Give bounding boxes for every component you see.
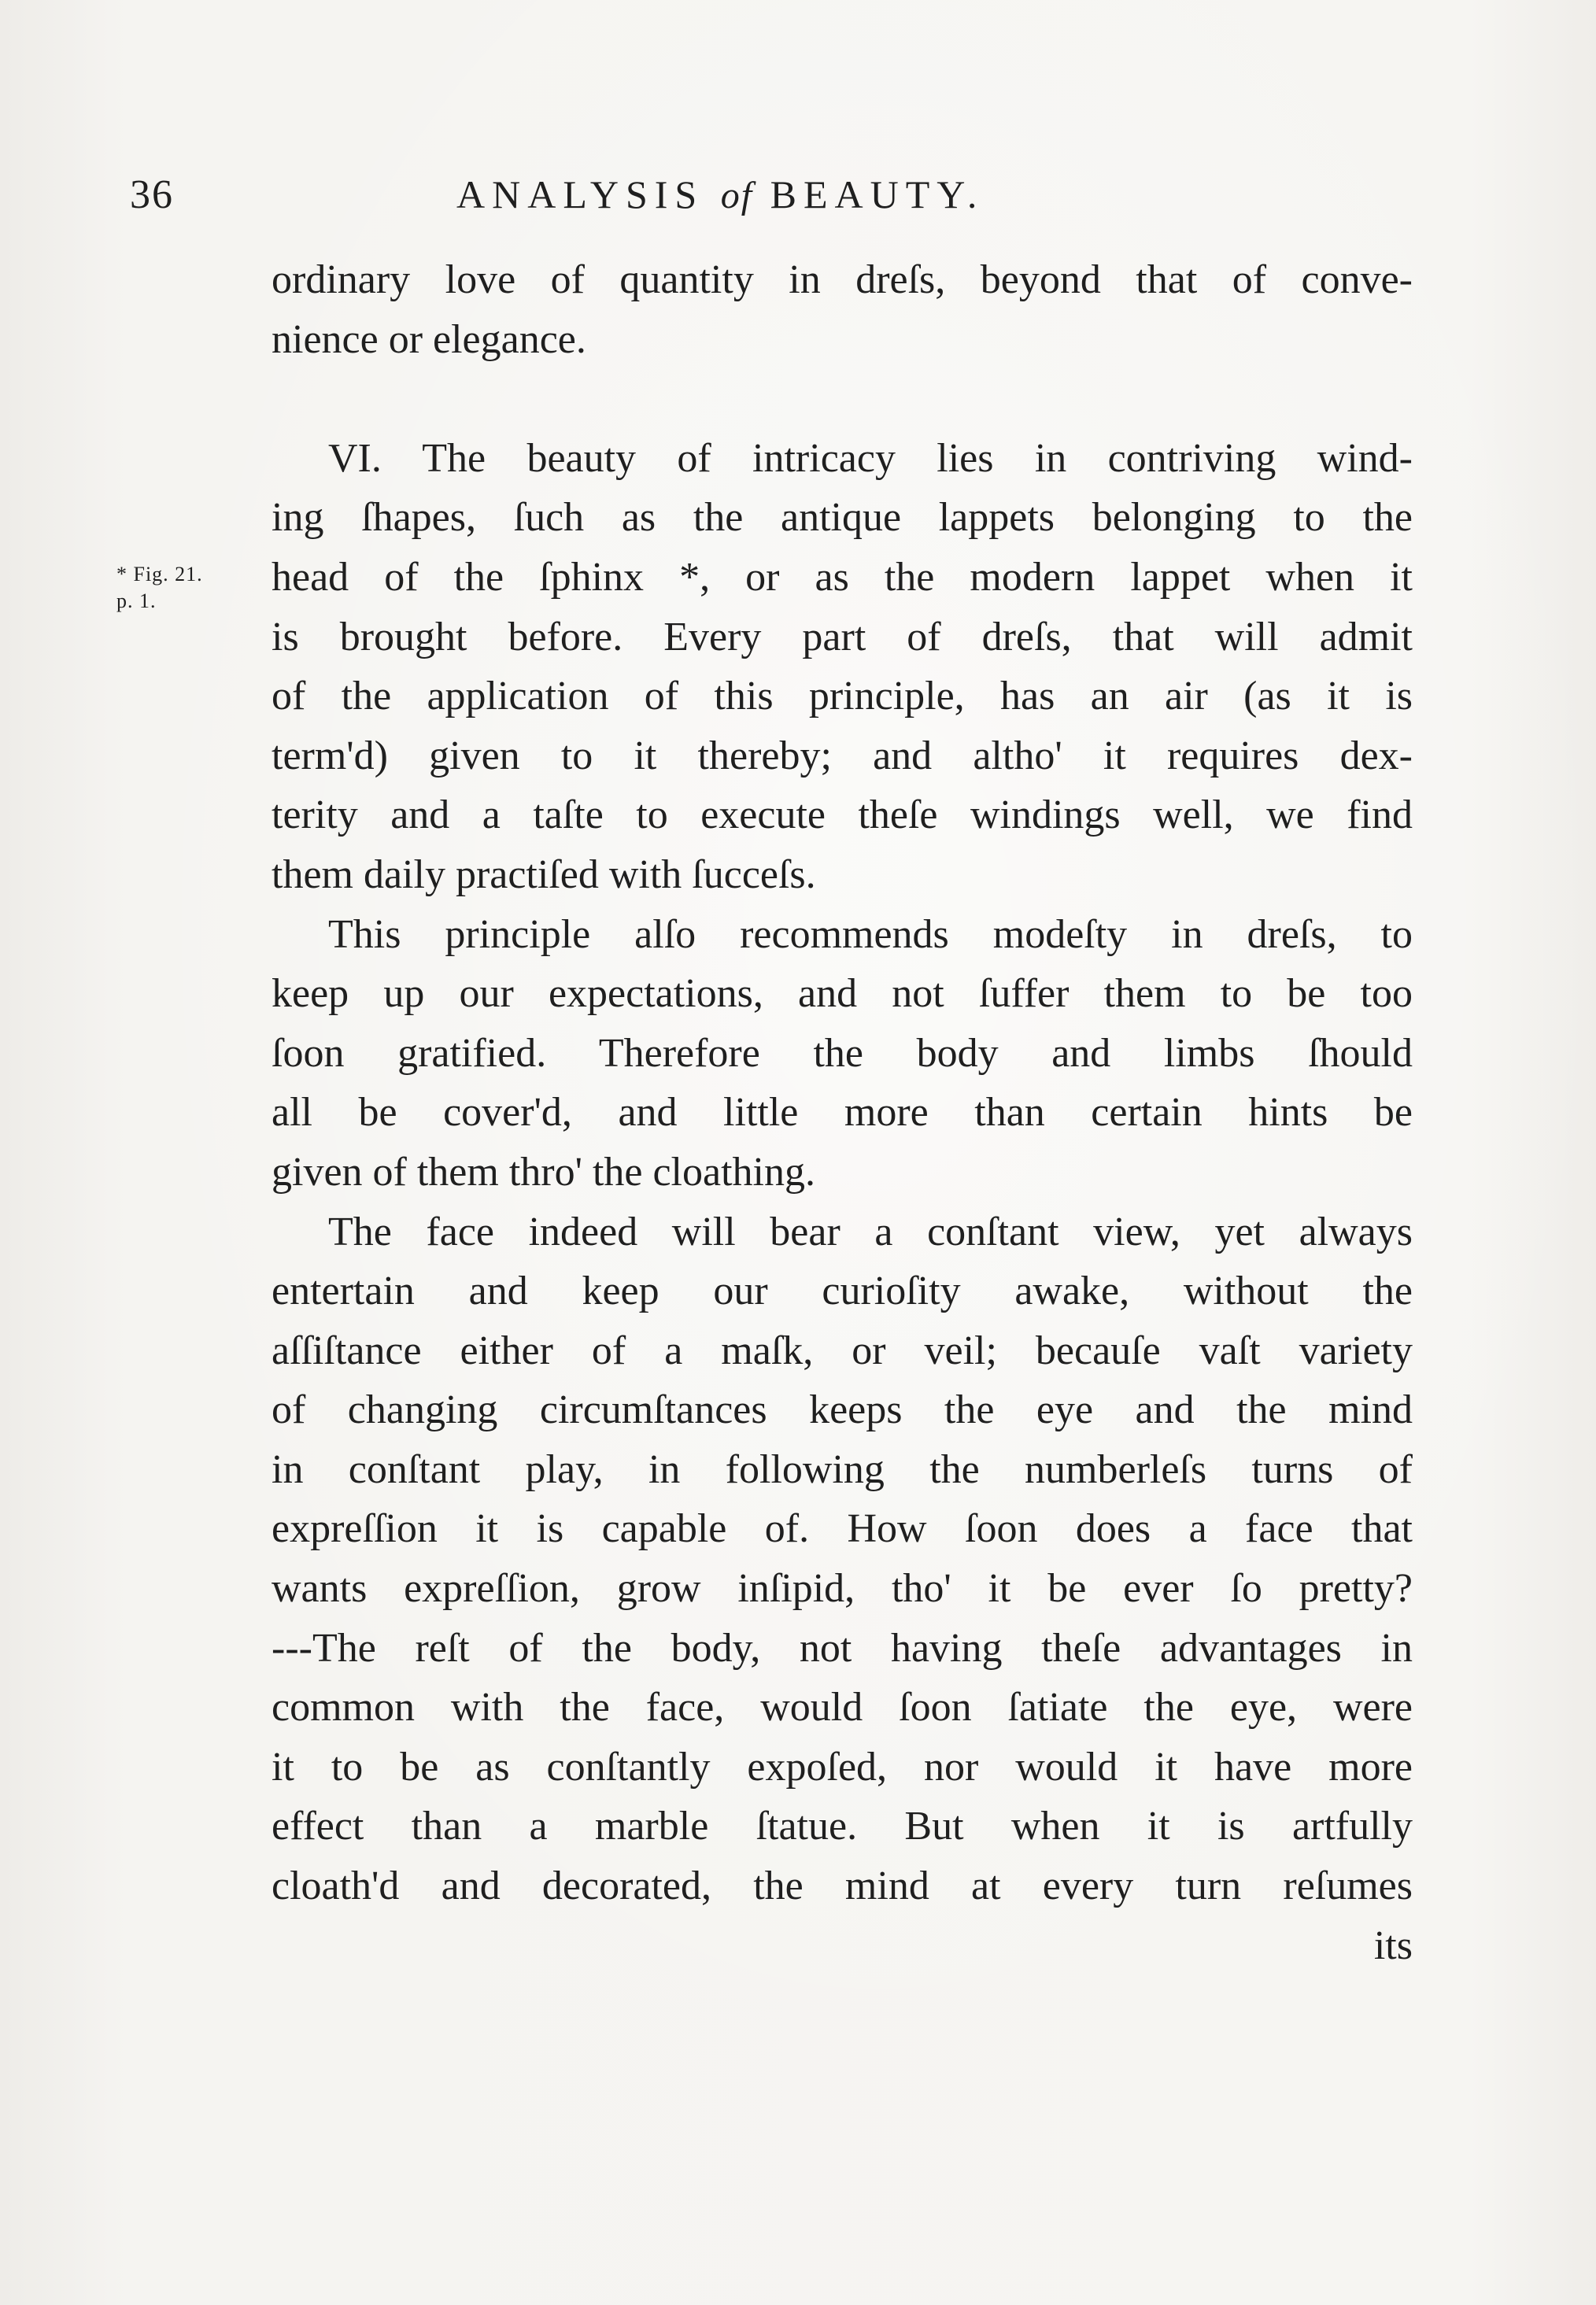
text-line: wants expreſſion, grow inſipid, tho' it be ever ſo pretty? (272, 1566, 1413, 1612)
running-title-part2: BEAUTY. (753, 172, 985, 216)
text-line: ---The reſt of the body, not having theſe advantages in (272, 1625, 1413, 1671)
text-line: VI. The beauty of intricacy lies in contriving wind- (328, 435, 1413, 481)
running-head (130, 172, 1405, 227)
text-line: them daily practiſed with ſucceſs. (272, 851, 816, 897)
text-line: of changing circumſtances keeps the eye and the mind (272, 1387, 1413, 1433)
text-line: The face indeed will bear a conſtant view, yet always (328, 1209, 1413, 1254)
running-title-part1: ANALYSIS (456, 172, 721, 216)
text-line: ing ſhapes, ſuch as the antique lappets belonging to the (272, 495, 1413, 541)
margin-note (116, 561, 250, 615)
paragraph-gap (272, 369, 1413, 429)
text-line: expreſſion it is capable of. How ſoon does a face that (272, 1506, 1413, 1552)
text-line: given of them thro' the cloathing. (272, 1149, 815, 1195)
text-line: ſoon gratified. Therefore the body and limbs ſhould (272, 1030, 1413, 1076)
text-line: all be cover'd, and little more than certain hints be (272, 1090, 1413, 1136)
text-line: This principle alſo recommends modeſty in dreſs, to (328, 911, 1413, 957)
text-line: is brought before. Every part of dreſs, that will admit (272, 614, 1413, 659)
text-line: entertain and keep our curioſity awake, without the (272, 1269, 1413, 1314)
margin-note-line: p. 1. (116, 589, 157, 612)
text-line: nience or elegance. (272, 316, 586, 362)
text-line: of the application of this principle, has an air (as it is (272, 674, 1413, 719)
text-line: keep up our expectations, and not ſuffer them to be too (272, 971, 1413, 1017)
running-title (456, 172, 984, 217)
running-title-of: of (720, 175, 754, 216)
page-number: 36 (130, 172, 174, 217)
text-line: effect than a marble ſtatue. But when it is artfully (272, 1804, 1413, 1849)
text-line: aſſiſtance either of a maſk, or veil; becauſe vaſt variety (272, 1328, 1413, 1373)
text-line: cloath'd and decorated, the mind at every turn reſumes (272, 1864, 1413, 1909)
text-line: term'd) given to it thereby; and altho' it requires dex- (272, 733, 1413, 778)
margin-note-line: * Fig. 21. (116, 563, 203, 585)
catchword: its (1373, 1923, 1413, 1968)
text-line: it to be as conſtantly expoſed, nor would it have more (272, 1744, 1413, 1790)
text-line: common with the face, would ſoon ſatiate the eye, were (272, 1685, 1413, 1731)
text-line: head of the ſphinx *, or as the modern lappet when it (272, 554, 1413, 600)
text-line: in conſtant play, in following the numberleſs turns of (272, 1446, 1413, 1492)
body-text (272, 250, 1413, 1975)
text-line: terity and a taſte to execute theſe windings well, we find (272, 792, 1413, 838)
text-line: ordinary love of quantity in dreſs, beyond that of conve- (272, 257, 1413, 302)
